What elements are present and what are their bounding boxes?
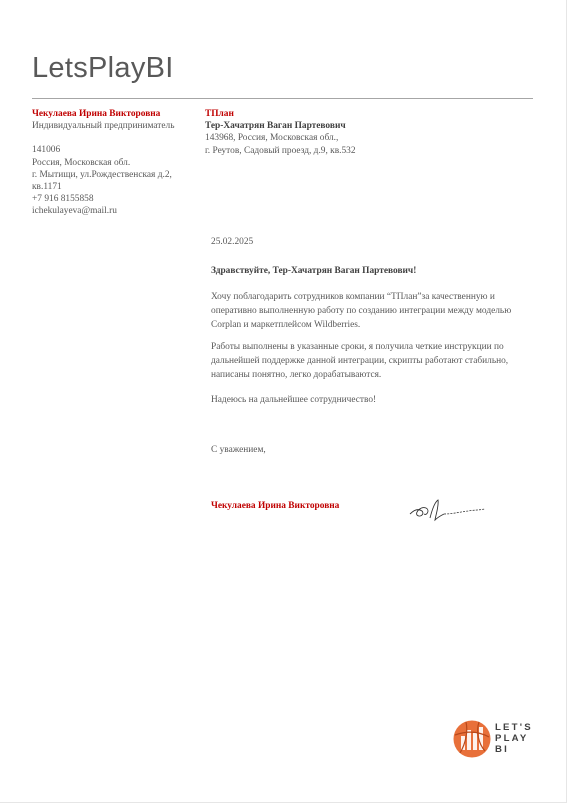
- logo-line: PLAY: [495, 733, 529, 744]
- sender-email: ichekulayeva@mail.ru: [32, 206, 117, 217]
- recipient-company: ТПлан: [205, 109, 234, 119]
- signer-name: Чекулаева Ирина Викторовна: [211, 501, 340, 511]
- logo-wordmark: [495, 722, 533, 755]
- sender-postcode: 141006: [32, 145, 61, 156]
- recipient-region: 143968, Россия, Московская обл.,: [205, 133, 339, 144]
- recipient-name: Тер-Хачатрян Ваган Партевович: [205, 121, 346, 132]
- recipient-block: [205, 108, 405, 157]
- lets-play-bi-logo: [452, 719, 542, 761]
- letter-greeting: Здравствуйте, Тер-Хачатрян Ваган Партевович!: [211, 266, 417, 276]
- sender-name: Чекулаева Ирина Викторовна: [32, 109, 161, 119]
- sender-phone: +7 916 8155858: [32, 194, 94, 205]
- basketball-icon: [452, 719, 492, 759]
- letter-paragraph: Надеюсь на дальнейшее сотрудничество!: [211, 395, 377, 405]
- letter-date: 25.02.2025: [211, 237, 254, 247]
- letter-closing: С уважением,: [211, 445, 266, 455]
- recipient-address: г. Реутов, Садовый проезд, д.9, кв.532: [205, 145, 356, 156]
- sender-region: Россия, Московская обл.: [32, 157, 131, 168]
- letter-paragraph: Работы выполнены в указанные сроки, я получила четкие инструкции по дальнейшей поддержке данной интеграции, скрипты работают стабильно, написаны понятно, легко дорабатываются.: [211, 342, 509, 381]
- logo-line: BI: [495, 744, 509, 755]
- sender-block: [32, 108, 202, 218]
- logo-line: LET'S: [495, 722, 533, 733]
- letter-paragraph: Хочу поблагодарить сотрудников компании “ТПлан”за качественную и оперативно выполненную работу по созданию интеграции между моделью Corplan и маркетплейсом Wildberries.: [211, 292, 512, 331]
- sender-title: Индивидуальный предприниматель: [32, 121, 175, 132]
- brand-title: LetsPlayBI: [32, 52, 174, 84]
- sender-address: г. Мытищи, ул.Рождественская д.2, кв.1171: [32, 169, 172, 193]
- header-divider: [32, 98, 533, 99]
- handwritten-signature: [408, 492, 488, 526]
